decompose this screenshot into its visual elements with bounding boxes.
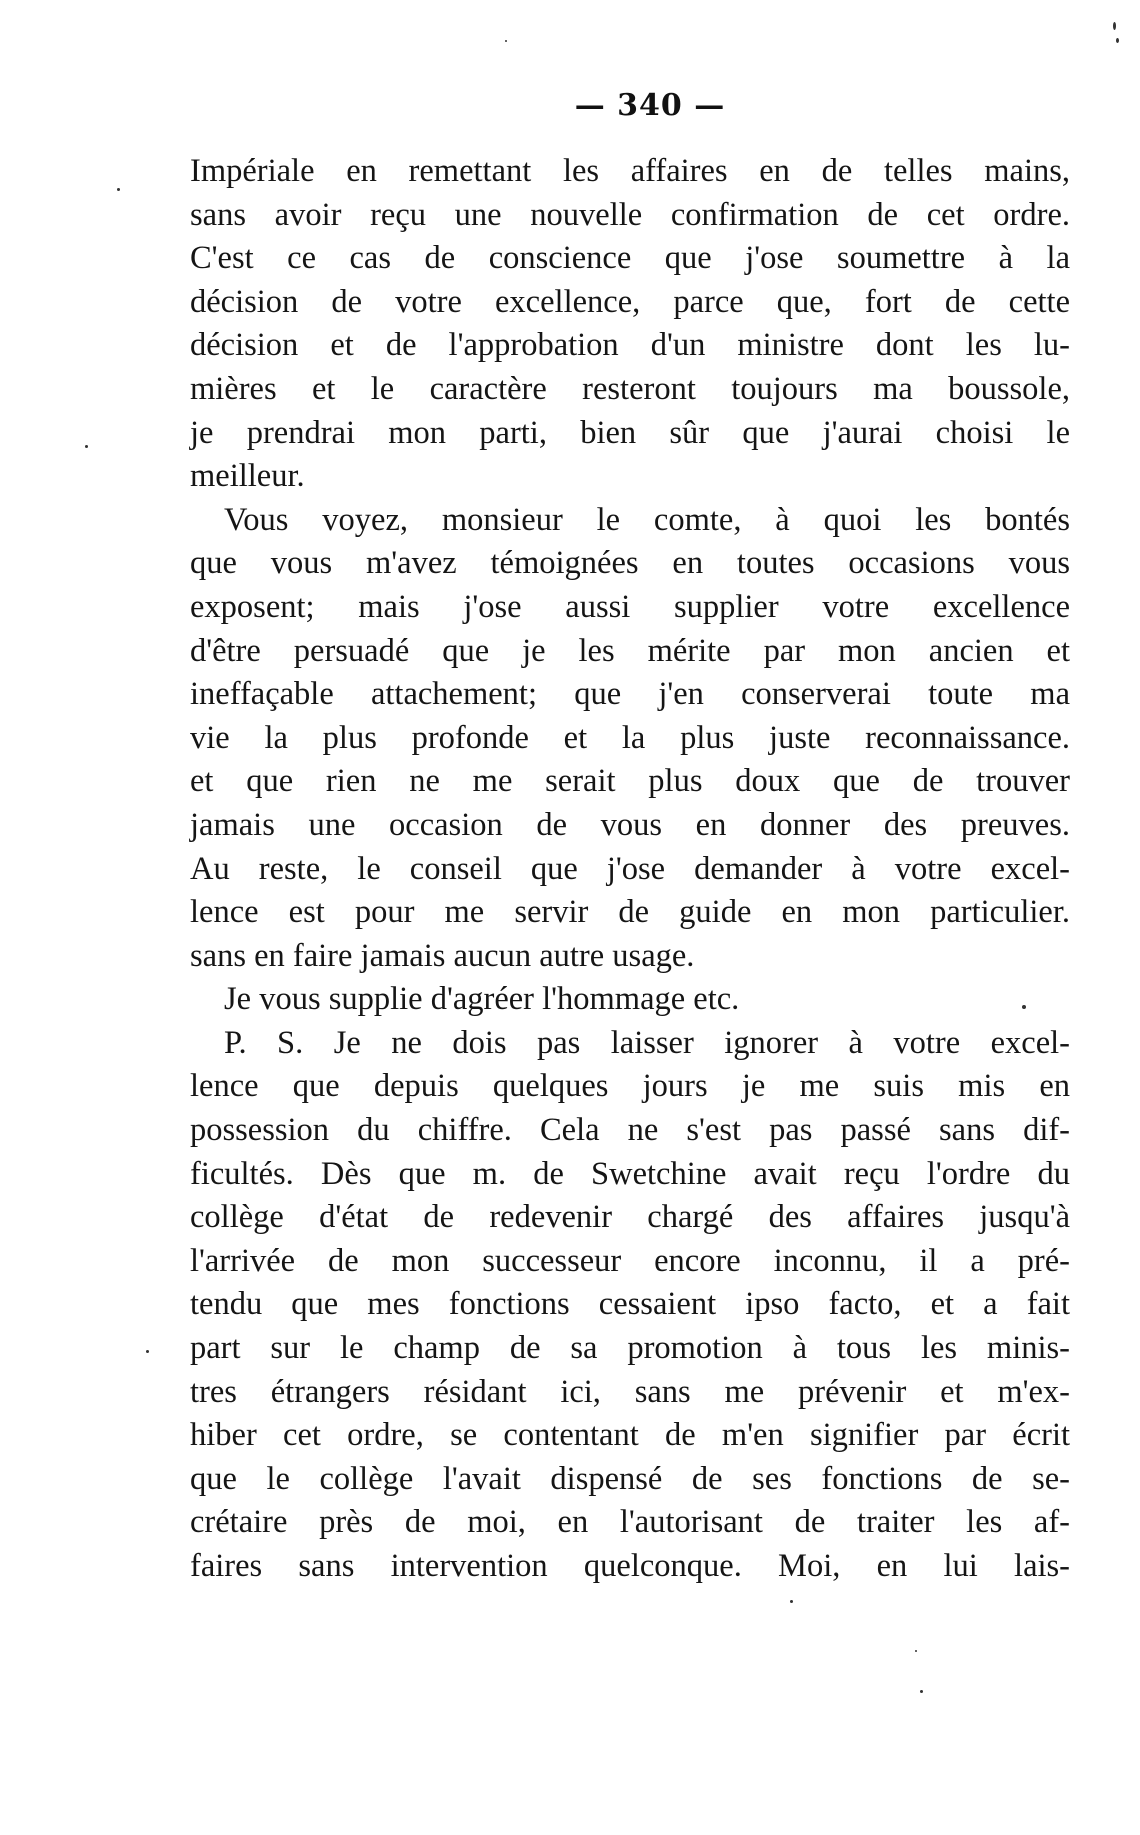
text-line: faires sans intervention quelconque. Moi, en lui lais- [190, 1548, 1070, 1584]
paragraph-start-line: Vous voyez, monsieur le comte, à quoi les bontés [224, 501, 1070, 538]
paragraph-start-line: P. S. Je ne dois pas laisser ignorer à votre excel- [224, 1024, 1070, 1061]
text-line: sans avoir reçu une nouvelle confirmation de cet ordre. [190, 196, 1070, 233]
text-line: d'être persuadé que je les mérite par mon ancien et [190, 632, 1070, 669]
text-line: et que rien ne me serait plus doux que de trouver [190, 763, 1070, 800]
text-line: tendu que mes fonctions cessaient ipso facto, et a fait [190, 1286, 1070, 1323]
text-line: vie la plus profonde et la plus juste reconnaissance. [190, 719, 1070, 756]
text-line: mières et le caractère resteront toujours ma boussole, [190, 370, 1070, 407]
text-line: exposent; mais j'ose aussi supplier votre excellence [190, 588, 1070, 625]
scan-speck [85, 445, 88, 448]
text-line: ineffaçable attachement; que j'en conserverai toute ma [190, 676, 1070, 713]
scan-speck [146, 1350, 149, 1353]
text-line: crétaire près de moi, en l'autorisant de traiter les af- [190, 1504, 1070, 1541]
text-line: sans en faire jamais aucun autre usage. [190, 937, 695, 974]
text-line: décision et de l'approbation d'un ministre dont les lu- [190, 327, 1070, 364]
scan-speck [505, 40, 507, 42]
scan-speck [915, 1650, 917, 1652]
text-line: décision de votre excellence, parce que, fort de cette [190, 283, 1070, 320]
page-number: — 340 — [574, 88, 726, 123]
text-line: part sur le champ de sa promotion à tous les minis- [190, 1330, 1070, 1367]
scan-speck [1113, 22, 1116, 30]
text-line: meilleur. [190, 458, 305, 495]
text-line: collège d'état de redevenir chargé des affaires jusqu'à [190, 1199, 1070, 1236]
scan-speck [117, 188, 120, 191]
paragraph-start-line: Je vous supplie d'agréer l'hommage etc. [224, 981, 740, 1018]
text-line: tres étrangers résidant ici, sans me prévenir et m'ex- [190, 1373, 1070, 1410]
scan-speck [790, 1600, 793, 1603]
text-line: jamais une occasion de vous en donner des preuves. [190, 806, 1070, 843]
scan-speck [1022, 1005, 1026, 1009]
text-line: lence que depuis quelques jours je me suis mis en [190, 1068, 1070, 1105]
text-line: possession du chiffre. Cela ne s'est pas passé sans dif- [190, 1112, 1070, 1149]
text-line: Au reste, le conseil que j'ose demander à votre excel- [190, 850, 1070, 887]
scan-speck [920, 1690, 923, 1693]
text-line: je prendrai mon parti, bien sûr que j'aurai choisi le [190, 414, 1070, 451]
body-text [190, 150, 1070, 1589]
text-line: l'arrivée de mon successeur encore inconnu, il a pré- [190, 1242, 1070, 1279]
text-line: Impériale en remettant les affaires en de telles mains, [190, 153, 1070, 189]
text-line: que le collège l'avait dispensé de ses fonctions de se- [190, 1460, 1070, 1497]
text-line: C'est ce cas de conscience que j'ose soumettre à la [190, 240, 1070, 277]
text-line: hiber cet ordre, se contentant de m'en signifier par écrit [190, 1417, 1070, 1454]
text-line: lence est pour me servir de guide en mon particulier. [190, 894, 1070, 931]
text-line: ficultés. Dès que m. de Swetchine avait reçu l'ordre du [190, 1155, 1070, 1192]
text-line: que vous m'avez témoignées en toutes occasions vous [190, 545, 1070, 582]
scan-speck [1116, 38, 1119, 43]
